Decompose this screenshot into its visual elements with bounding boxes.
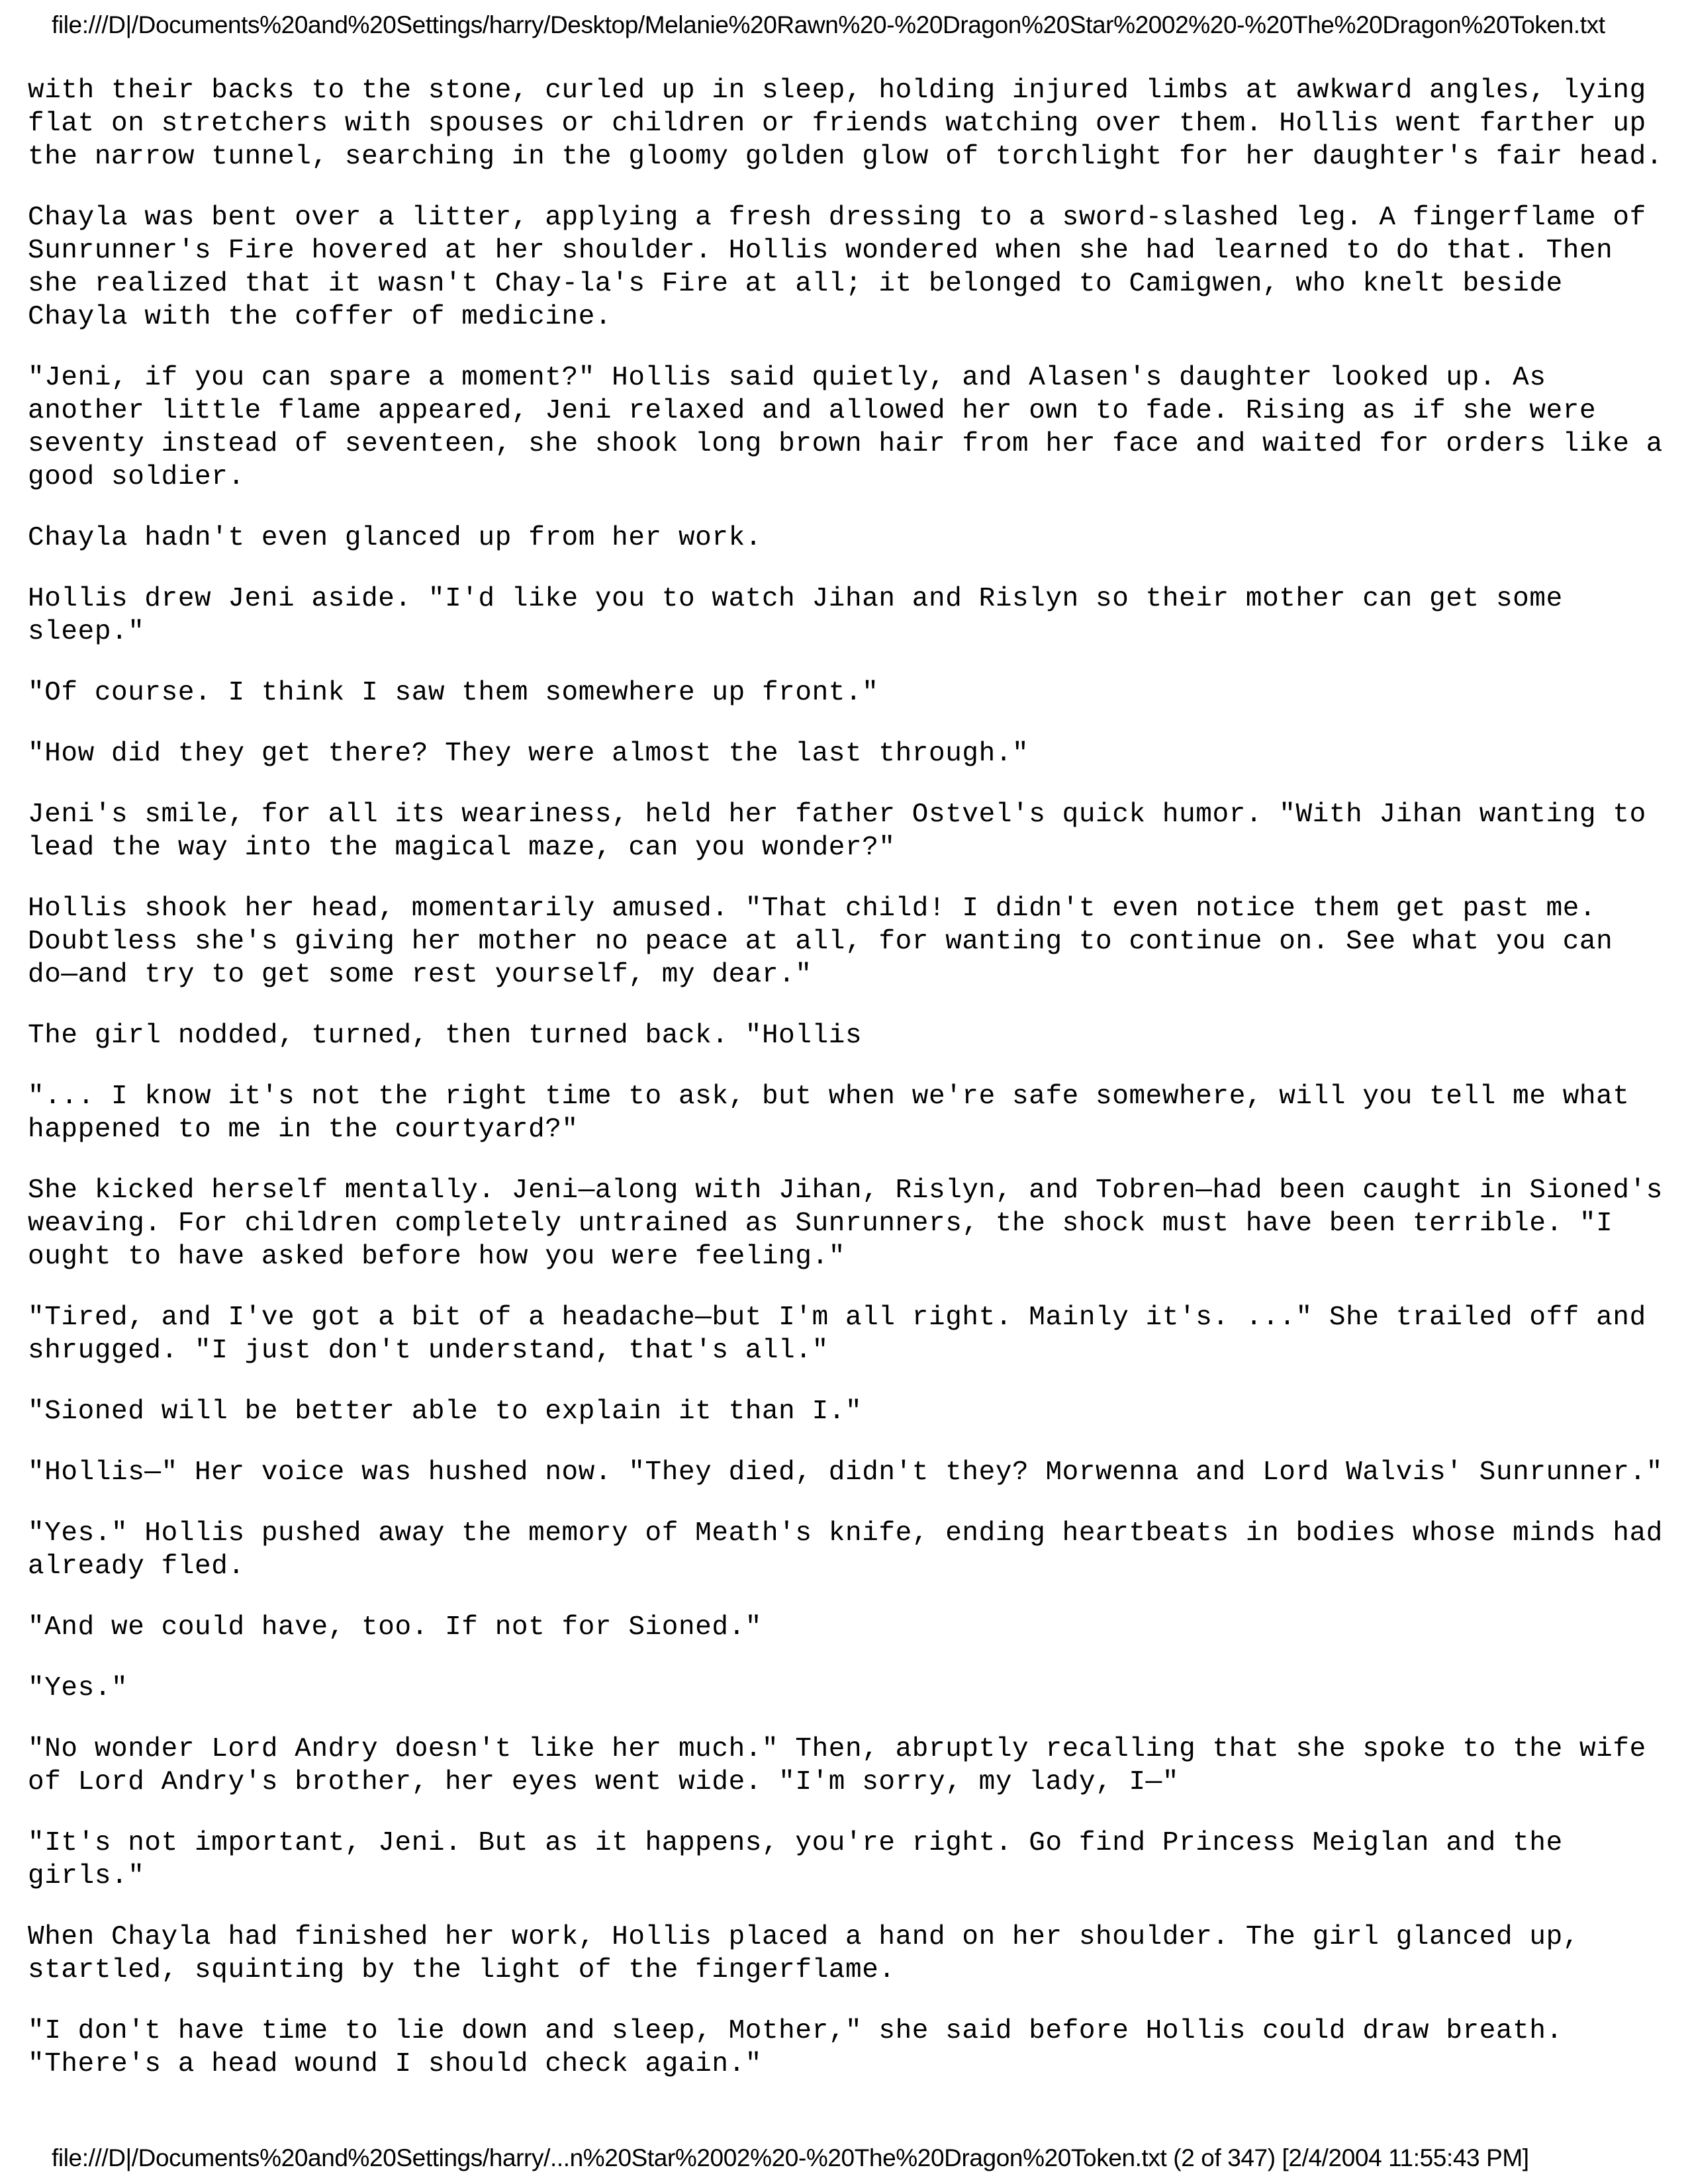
text-line: of Lord Andry's brother, her eyes went wide. "I'm sorry, my lady, I—" [28,1767,1180,1797]
text-paragraph [28,1456,1669,1489]
text-paragraph [28,361,1669,494]
text-line: "Hollis—" Her voice was hushed now. "They died, didn't they? Morwenna and Lord Walvis' Sunrunner." [28,1457,1663,1488]
text-line: "How did they get there? They were almost the last through." [28,739,1029,769]
text-line: "Sioned will be better able to explain it than I." [28,1396,863,1427]
text-paragraph [28,798,1669,864]
text-line: "And we could have, too. If not for Sioned." [28,1612,762,1643]
text-paragraph [28,1395,1669,1428]
text-paragraph [28,1733,1669,1799]
text-line: "No wonder Lord Andry doesn't like her much." Then, abruptly recalling that she spoke to the wife [28,1734,1646,1764]
text-line: good soldier. [28,462,245,492]
text-line: "Of course. I think I saw them somewhere up front." [28,678,879,708]
text-line: startled, squinting by the light of the fingerflame. [28,1955,896,1985]
text-line: shrugged. "I just don't understand, that's all." [28,1336,829,1366]
text-paragraph [28,522,1669,555]
text-paragraph [28,676,1669,709]
text-paragraph [28,582,1669,649]
text-paragraph [28,2015,1669,2081]
text-paragraph [28,1080,1669,1146]
text-line: "Jeni, if you can spare a moment?" Hollis said quietly, and Alasen's daughter looked up. As [28,363,1546,393]
page-footer-file-path: file:///D|/Documents%20and%20Settings/harry/...n%20Star%2002%20-%20The%20Dragon%20Token.txt (2 of 347) [2/4/2004 11:55:43 PM] [52,2144,1529,2171]
text-paragraph [28,1921,1669,1987]
text-line: flat on stretchers with spouses or children or friends watching over them. Hollis went farther up [28,109,1646,139]
text-line: Hollis shook her head, momentarily amused. "That child! I didn't even notice them get past me. [28,893,1597,924]
text-line: "Yes." [28,1673,128,1704]
text-line: "I don't have time to lie down and sleep, Mother," she said before Hollis could draw breath. [28,2016,1563,2046]
text-line: The girl nodded, turned, then turned back. "Hollis [28,1021,863,1051]
text-line: the narrow tunnel, searching in the gloomy golden glow of torchlight for her daughter's fair head. [28,142,1663,172]
text-line: "It's not important, Jeni. But as it happens, you're right. Go find Princess Meiglan and the [28,1828,1563,1858]
text-line: seventy instead of seventeen, she shook long brown hair from her face and waited for orders like a [28,429,1663,459]
page-header-file-path: file:///D|/Documents%20and%20Settings/harry/Desktop/Melanie%20Rawn%20-%20Dragon%20Star%2002%20-%20The%20Dragon%20Token.txt [52,11,1605,38]
text-line: "Tired, and I've got a bit of a headache—but I'm all right. Mainly it's. ..." She trailed off and [28,1302,1646,1333]
text-line: with their backs to the stone, curled up in sleep, holding injured limbs at awkward angles, lying [28,75,1646,106]
text-line: ought to have asked before how you were feeling." [28,1242,845,1272]
text-paragraph [28,1672,1669,1705]
text-line: Sunrunner's Fire hovered at her shoulder. Hollis wondered when she had learned to do that. Then [28,236,1613,266]
text-line: "... I know it's not the right time to ask, but when we're safe somewhere, will you tell me what [28,1081,1630,1112]
text-paragraph [28,1019,1669,1052]
text-line: another little flame appeared, Jeni relaxed and allowed her own to fade. Rising as if she were [28,396,1597,426]
text-line: Doubtless she's giving her mother no peace at all, for wanting to continue on. See what you can [28,927,1613,957]
text-line: sleep." [28,617,145,647]
text-paragraph [28,1174,1669,1273]
text-line: She kicked herself mentally. Jeni—along with Jihan, Rislyn, and Tobren—had been caught in Sioned's [28,1175,1663,1206]
text-paragraph [28,1301,1669,1367]
text-line: weaving. For children completely untrained as Sunrunners, the shock must have been terrible. "I [28,1208,1613,1239]
text-paragraph [28,1827,1669,1893]
text-line: "Yes." Hollis pushed away the memory of Meath's knife, ending heartbeats in bodies whose minds had [28,1518,1663,1549]
text-line: When Chayla had finished her work, Hollis placed a hand on her shoulder. The girl glanced up, [28,1922,1579,1952]
text-line: lead the way into the magical maze, can you wonder?" [28,833,896,863]
text-line: happened to me in the courtyard?" [28,1115,579,1145]
text-paragraph [28,74,1669,173]
text-line: "There's a head wound I should check again." [28,2049,762,2079]
text-line: Chayla hadn't even glanced up from her work. [28,523,762,553]
text-paragraph [28,1611,1669,1644]
text-line: do—and try to get some rest yourself, my dear." [28,960,812,990]
text-paragraph [28,1517,1669,1583]
text-line: girls." [28,1861,145,1891]
text-paragraph [28,201,1669,334]
text-line: Chayla with the coffer of medicine. [28,302,612,332]
text-line: Jeni's smile, for all its weariness, held her father Ostvel's quick humor. "With Jihan wanting to [28,799,1646,830]
text-line: Chayla was bent over a litter, applying a fresh dressing to a sword-slashed leg. A fingerflame of [28,203,1646,233]
text-paragraph [28,737,1669,770]
text-line: she realized that it wasn't Chay-la's Fire at all; it belonged to Camigwen, who knelt beside [28,269,1563,299]
text-line: Hollis drew Jeni aside. "I'd like you to watch Jihan and Rislyn so their mother can get some [28,584,1563,614]
text-line: already fled. [28,1551,245,1582]
document-body [28,74,1669,2109]
text-paragraph [28,892,1669,991]
